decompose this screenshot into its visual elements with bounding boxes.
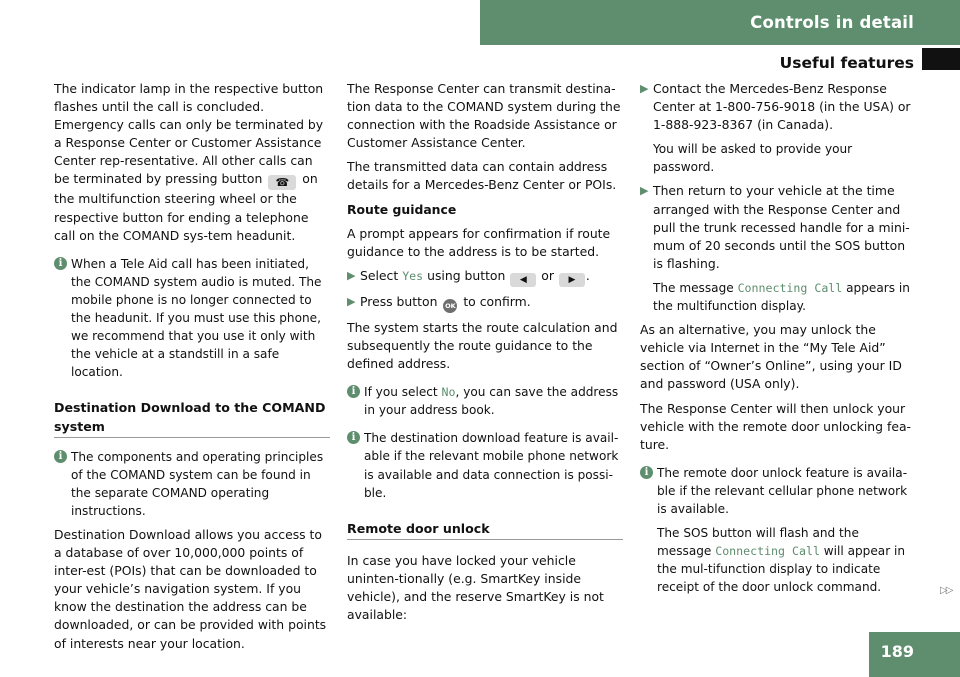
- column-1: [54, 80, 330, 659]
- right-arrow-button-icon: ▶: [559, 273, 585, 287]
- paragraph: The indicator lamp in the respective button flashes until the call is concluded. Emergency calls can only be terminated by a Response Center or Customer Assistance Center rep-resentative. All other calls can be terminated by pressing button ☎ on the multifunction steering wheel or the respective button for ending a telephone call on the COMAND sys-tem headunit.: [54, 81, 324, 243]
- info-icon: i: [640, 466, 653, 479]
- section-heading: Remote door unlock: [347, 520, 623, 540]
- section-heading: Destination Download to the COMAND system: [54, 399, 330, 437]
- column-3: [640, 80, 917, 602]
- step-arrow-icon: ▶: [347, 294, 356, 308]
- step-arrow-icon: ▶: [640, 184, 649, 198]
- info-note: i If you select No, you can save the address in your address book.: [347, 383, 623, 419]
- paragraph: In case you have locked your vehicle uninten-tionally (e.g. SmartKey inside vehicle), and the reserve SmartKey is not available:: [347, 552, 604, 623]
- paragraph: A prompt appears for confirmation if route guidance to the address is to be started.: [347, 225, 611, 259]
- subheading: Route guidance: [347, 201, 457, 217]
- instruction-step: ▶ Press button OK to confirm.: [347, 293, 623, 313]
- section-tab-marker: [922, 48, 960, 70]
- paragraph: Destination Download allows you access to a database of over 10,000,000 points of inter-est (POIs) that can be downloaded to your vehicle’s navigation system. If you know the destination the address can be downloaded, or can be provided with points of interests near your location.: [54, 526, 327, 651]
- chapter-title: Controls in detail: [750, 13, 914, 32]
- info-note-continued: The SOS button will flash and the message Connecting Call will appear in the mul-tifunction display to indicate receipt of the door unlock command.: [657, 526, 906, 595]
- continued-marker: ▷▷: [940, 585, 952, 596]
- instruction-step: ▶ Select Yes using button ◀ or ▶ .: [347, 267, 590, 285]
- page-number-box: [869, 632, 960, 677]
- info-note: i The destination download feature is avail-able if the relevant mobile phone network is available and data connection is possi-ble.: [347, 429, 623, 501]
- step-note: The message Connecting Call appears in the multifunction display.: [653, 280, 910, 314]
- instruction-step: ▶ Contact the Mercedes-Benz Response Center at 1-800-756-9018 (in the USA) or 1-888-923-8367 (in Canada).: [640, 81, 911, 133]
- info-icon: i: [54, 450, 67, 463]
- column-2: [347, 80, 623, 630]
- paragraph: As an alternative, you may unlock the vehicle via Internet in the “My Tele Aid” section of “Owner’s Online”, using your ID and password (USA only).: [640, 322, 902, 392]
- step-arrow-icon: ▶: [347, 268, 356, 282]
- left-arrow-button-icon: ◀: [510, 273, 536, 287]
- step-note: You will be asked to provide your password.: [653, 142, 853, 175]
- info-note: i When a Tele Aid call has been initiated, the COMAND system audio is muted. The mobile phone is no longer connected to the headunit. If you must use this phone, we recommend that you use it only with the vehicle at a standstill in a safe location.: [54, 255, 330, 382]
- end-call-button-icon: ☎: [268, 175, 296, 190]
- info-icon: i: [54, 257, 67, 270]
- page-number: 189: [880, 642, 914, 661]
- paragraph: The Response Center will then unlock your vehicle with the remote door unlocking fea-ture.: [640, 400, 912, 452]
- info-icon: i: [347, 385, 360, 398]
- info-icon: i: [347, 431, 360, 444]
- paragraph: The transmitted data can contain address details for a Mercedes-Benz Center or POIs.: [347, 159, 617, 193]
- paragraph: The system starts the route calculation and subsequently the route guidance to the defined address.: [347, 319, 618, 372]
- info-note: i The components and operating principles of the COMAND system can be found in the separate COMAND operating instructions.: [54, 448, 330, 520]
- paragraph: The Response Center can transmit destina-tion data to the COMAND system during the connection with the Roadside Assistance or Customer Assistance Center.: [347, 81, 621, 151]
- step-arrow-icon: ▶: [640, 82, 649, 95]
- section-title: Useful features: [779, 54, 914, 72]
- info-note: i The remote door unlock feature is availa-ble if the relevant cellular phone network is available.: [640, 464, 917, 518]
- instruction-step: ▶ Then return to your vehicle at the time arranged with the Response Center and pull the trunk recessed handle for a mini-mum of 20 seconds until the SOS button is flashing.: [640, 183, 910, 271]
- ok-button-icon: OK: [443, 299, 457, 313]
